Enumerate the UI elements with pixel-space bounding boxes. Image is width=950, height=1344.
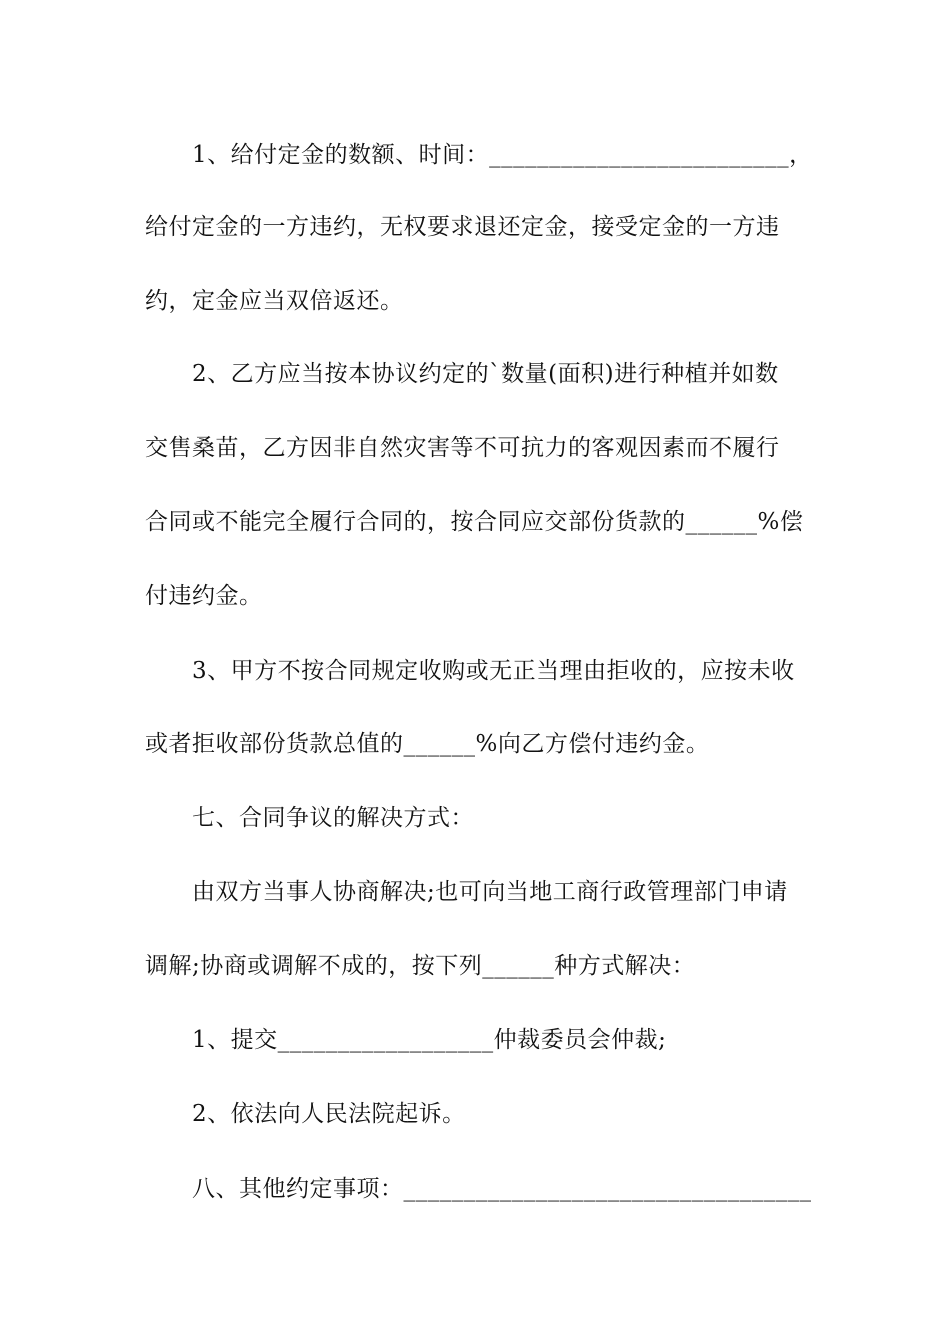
dispute-negotiation-line: 由双方当事人协商解决;也可向当地工商行政管理部门申请 (192, 879, 788, 905)
court-option-line: 2、依法向人民法院起诉。 (192, 1101, 466, 1127)
deposit-breach-line: 给付定金的一方违约，无权要求退还定金，接受定金的一方违 (145, 214, 780, 240)
party-b-sales-line: 交售桑苗，乙方因非自然灾害等不可抗力的客观因素而不履行 (145, 435, 780, 461)
dispute-resolution-heading: 七、合同争议的解决方式： (192, 805, 474, 831)
party-b-penalty-line: 合同或不能完全履行合同的，按合同应交部份货款的______%偿 (145, 509, 804, 535)
dispute-mediation-line: 调解;协商或调解不成的，按下列______种方式解决： (145, 953, 696, 979)
deposit-double-return-line: 约，定金应当双倍返还。 (145, 288, 404, 314)
party-b-penalty-end-line: 付违约金。 (145, 583, 263, 609)
other-matters-line: 八、其他约定事项：__________________________________ (192, 1176, 812, 1202)
party-b-planting-line: 2、乙方应当按本协议约定的`数量(面积)进行种植并如数 (192, 361, 779, 387)
deposit-amount-line: 1、给付定金的数额、时间：_________________________， (192, 142, 813, 168)
party-a-refusal-line: 3、甲方不按合同规定收购或无正当理由拒收的，应按未收 (192, 658, 795, 684)
party-a-penalty-line: 或者拒收部份货款总值的______%向乙方偿付违约金。 (145, 731, 710, 757)
arbitration-option-line: 1、提交__________________仲裁委员会仲裁; (192, 1027, 667, 1053)
